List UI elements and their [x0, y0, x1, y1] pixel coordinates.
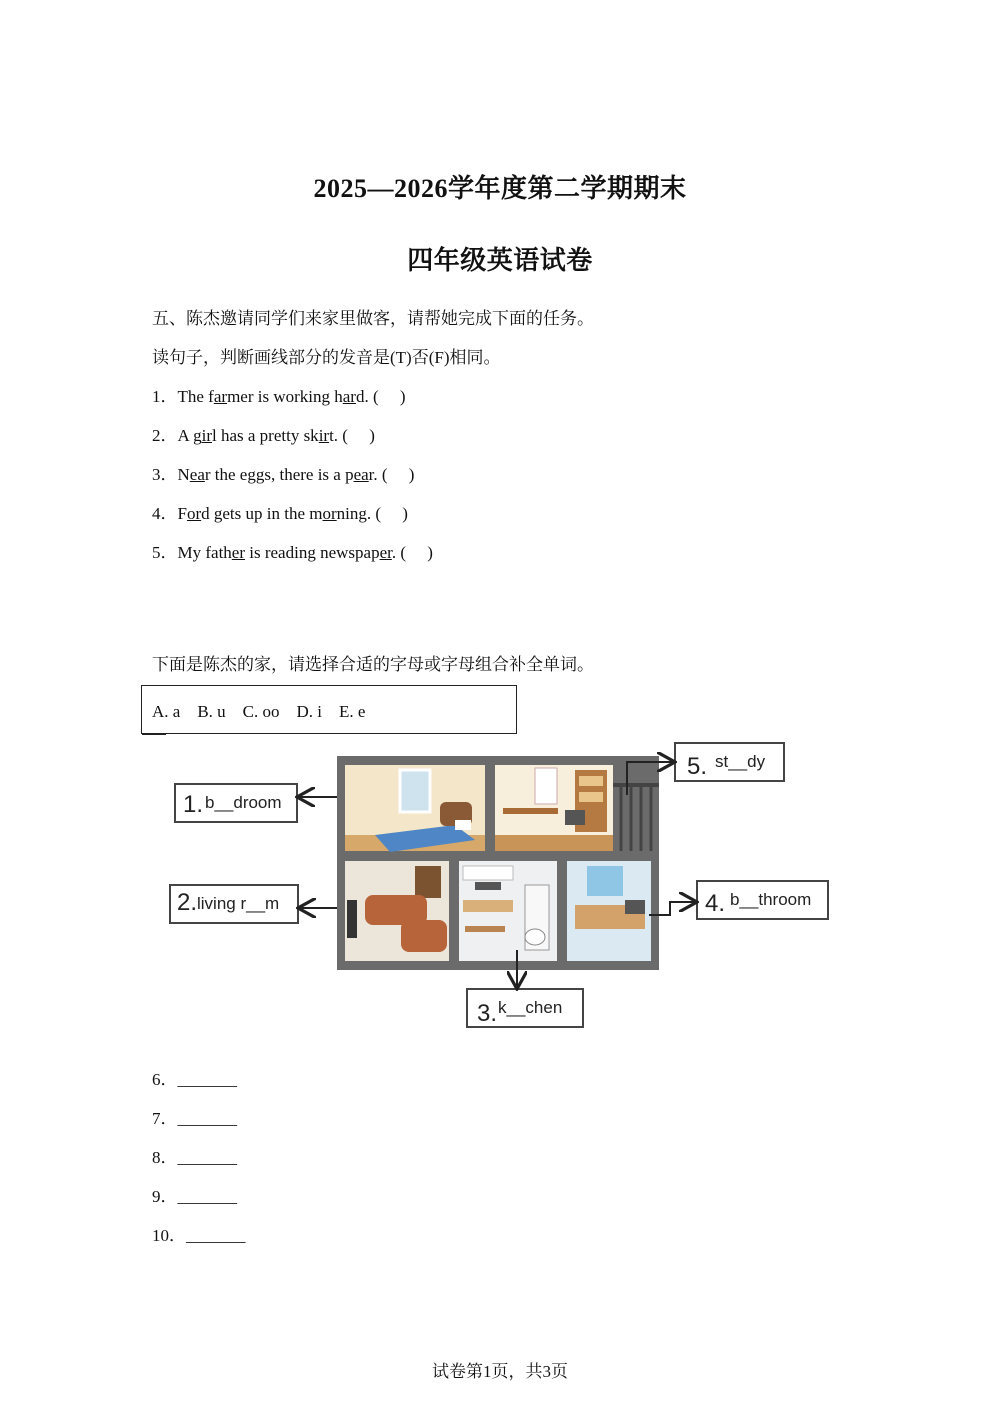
question-5: 5．My father is reading newspaper. ( )	[152, 543, 433, 562]
answer-blank[interactable]: _______	[177, 1109, 237, 1128]
answer-blank[interactable]: d. ( )	[355, 387, 406, 406]
answer-blank[interactable]: t. ( )	[329, 426, 375, 445]
answer-blank[interactable]: ning. ( )	[336, 504, 408, 523]
label-living-room: living r__m	[197, 894, 280, 913]
label-kitchen: k__chen	[498, 998, 563, 1017]
answer-10: 10．_______	[152, 1226, 246, 1245]
answer-blank[interactable]: _______	[177, 1148, 237, 1167]
answer-blank[interactable]: r. ( )	[368, 465, 415, 484]
label-bathroom: b__throom	[730, 890, 812, 909]
exam-title-line1: 2025—2026学年度第二学期期末	[313, 174, 687, 203]
page-footer: 试卷第1页，共3页	[432, 1362, 568, 1381]
answer-blank[interactable]: _______	[177, 1187, 237, 1206]
answer-9: 9．_______	[152, 1187, 237, 1206]
answer-6: 6．_______	[152, 1070, 237, 1089]
label-5-number: 5.	[687, 753, 708, 780]
answer-blank[interactable]: . ( )	[391, 543, 433, 562]
answer-8: 8．_______	[152, 1148, 237, 1167]
question-2: 2．A girl has a pretty skirt. ( )	[152, 426, 375, 445]
question-1: 1．The farmer is working hard. ( )	[152, 387, 406, 406]
answer-blank[interactable]: _______	[177, 1070, 237, 1089]
section-instruction: 读句子，判断画线部分的发音是(T)否(F)相同。	[152, 348, 501, 367]
label-2-number: 2.	[177, 889, 198, 916]
question-4: 4．Ford gets up in the morning. ( )	[152, 504, 408, 523]
label-4-number: 4.	[705, 890, 726, 917]
answer-7: 7．_______	[152, 1109, 237, 1128]
label-1-number: 1.	[183, 791, 204, 818]
options-text: A. a B. u C. oo D. i E. e	[152, 702, 366, 721]
label-bedroom: b__droom	[205, 793, 282, 812]
house-instruction: 下面是陈杰的家，请选择合适的字母或字母组合补全单词。	[152, 655, 594, 674]
question-3: 3．Near the eggs, there is a pear. ( )	[152, 465, 415, 484]
section-intro: 五、陈杰邀请同学们来家里做客，请帮她完成下面的任务。	[152, 309, 594, 328]
house-illustration	[165, 740, 835, 1035]
label-study: st__dy	[715, 752, 766, 771]
exam-title-line2: 四年级英语试卷	[407, 246, 593, 275]
answer-blank[interactable]: _______	[186, 1226, 246, 1245]
label-3-number: 3.	[477, 1000, 498, 1027]
options-box	[141, 685, 517, 734]
